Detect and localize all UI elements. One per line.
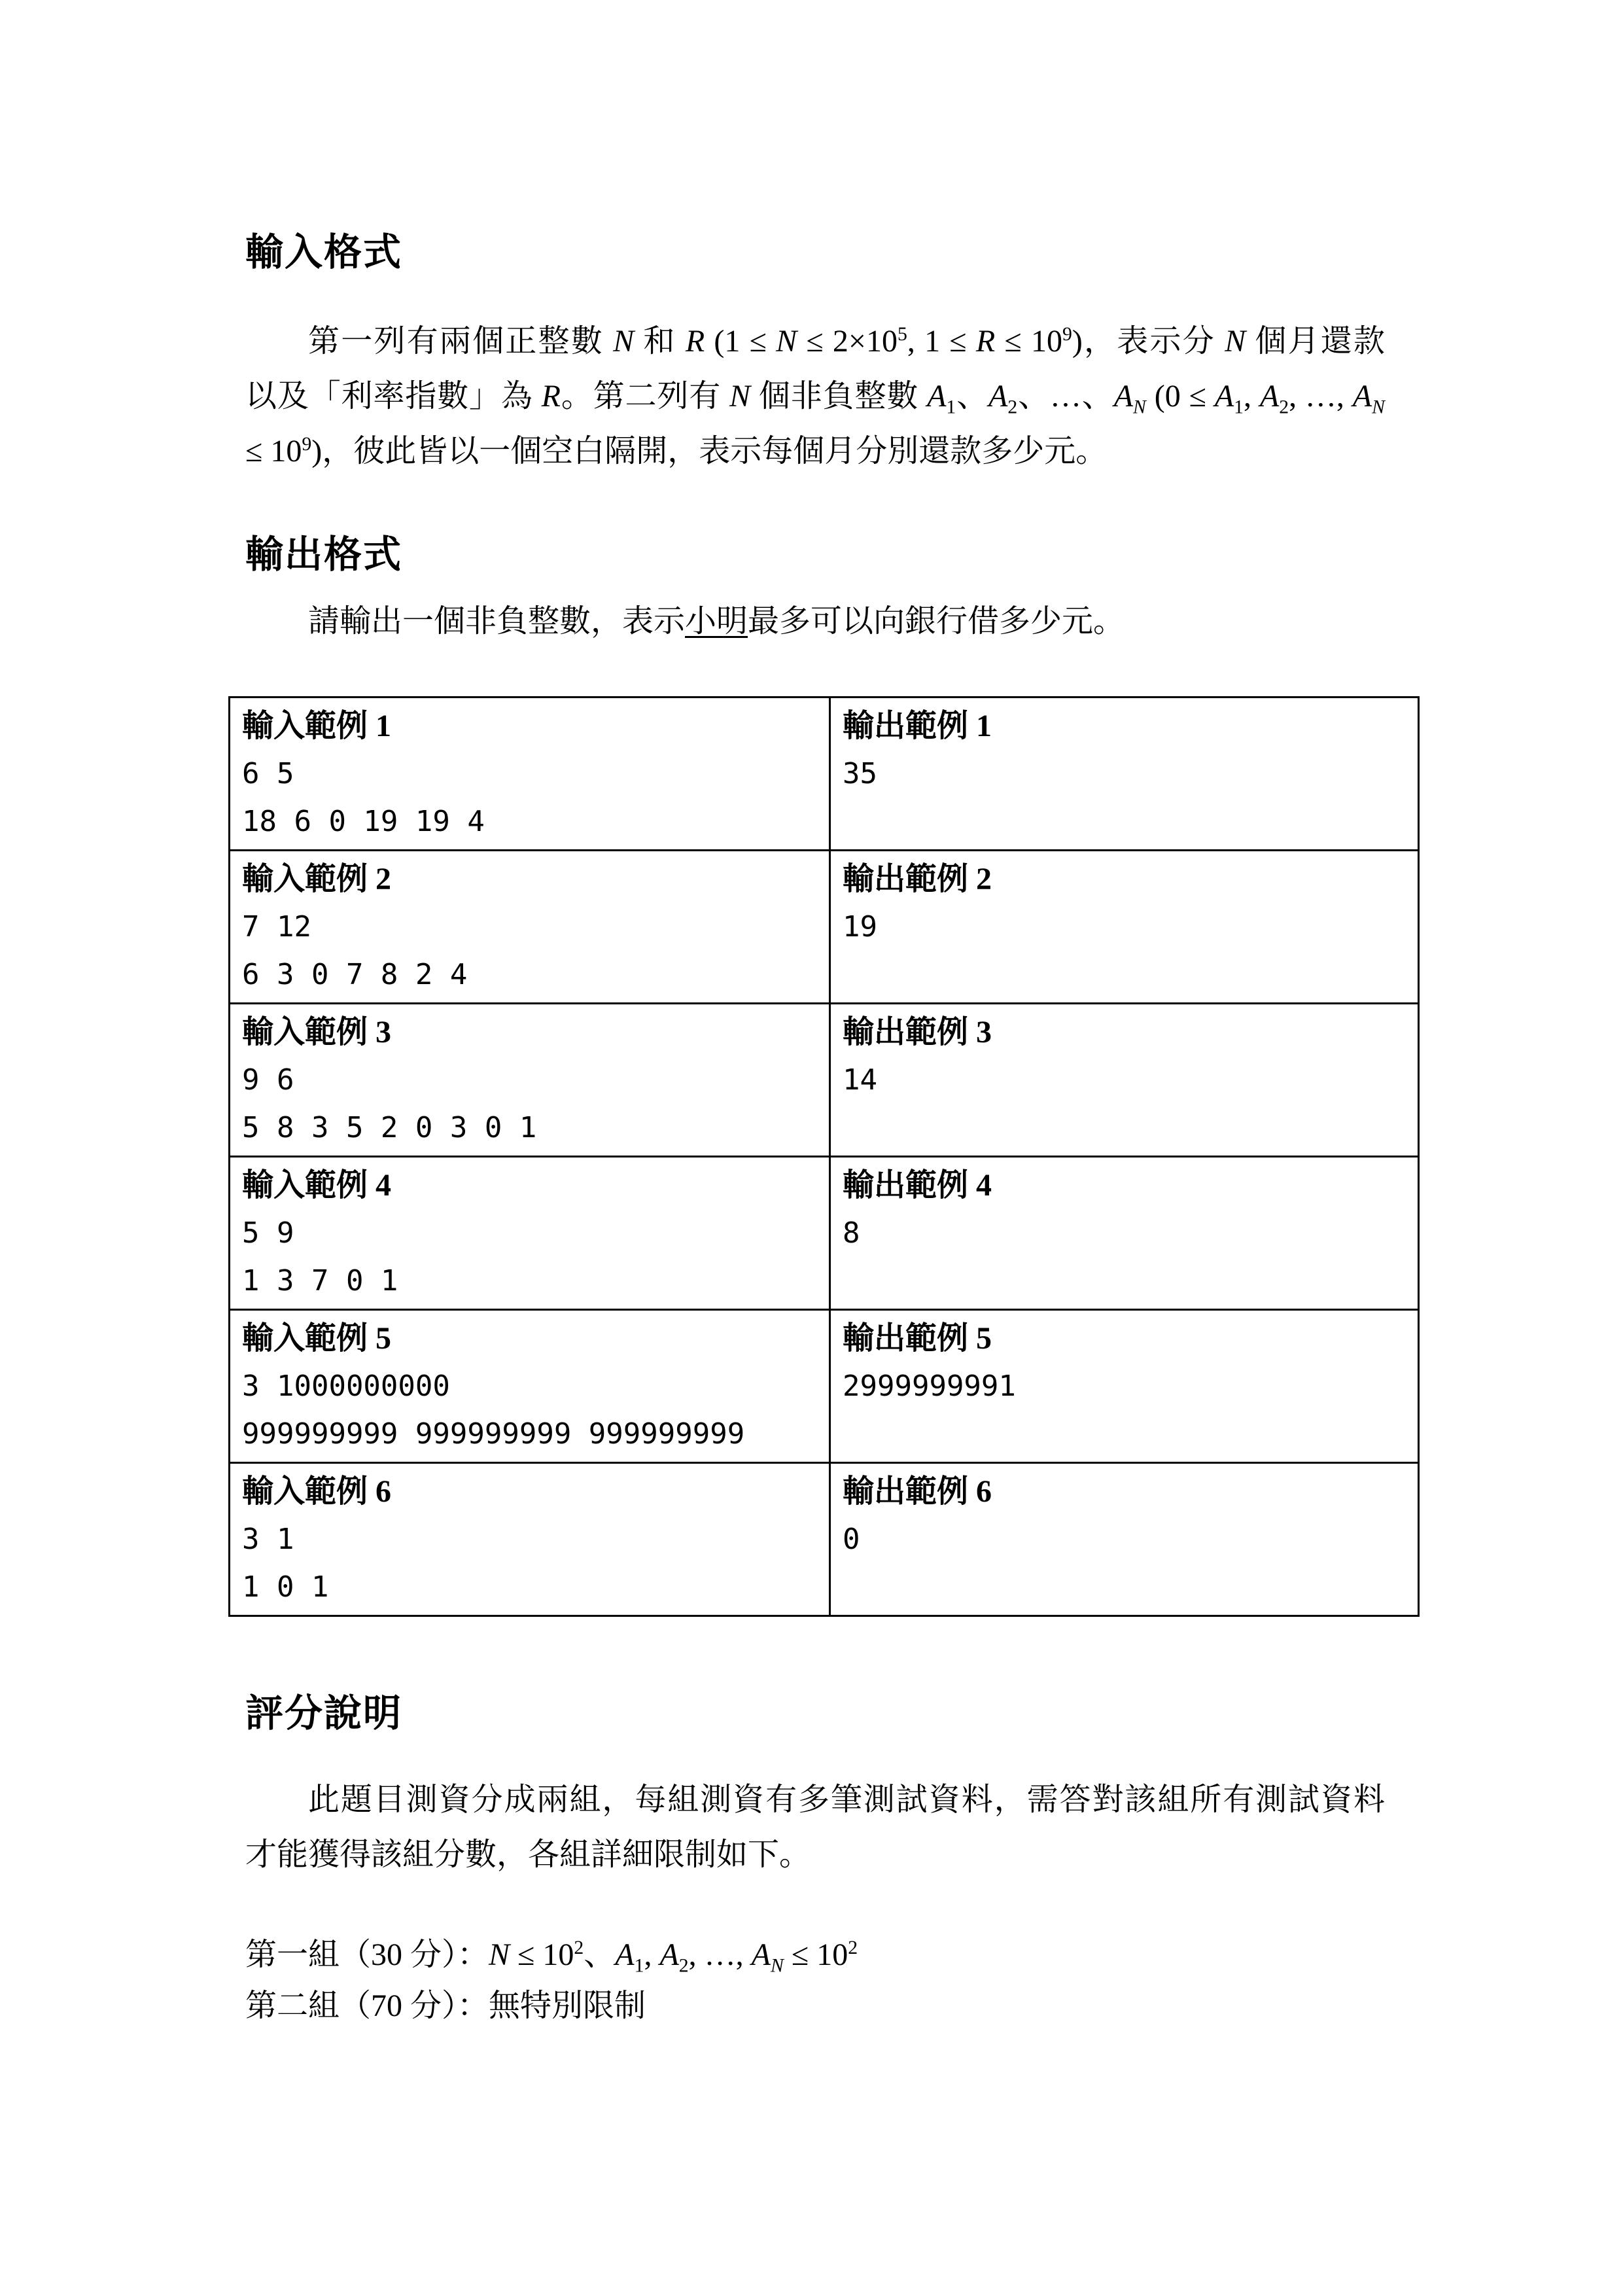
paragraph-line: 請輸出一個非負整數，表示小明最多可以向銀行借多少元。 bbox=[308, 604, 1125, 639]
example-output-cell bbox=[830, 698, 1419, 851]
paragraph-line: 此題目測資分成兩組，每組測資有多筆測試資料，需答對該組所有測試資料 bbox=[308, 1782, 1385, 1817]
sample-input-line: 5 9 bbox=[242, 1216, 294, 1250]
example-output-label: 輸出範例 5 bbox=[843, 1321, 992, 1356]
sample-input-line: 999999999 999999999 999999999 bbox=[242, 1417, 745, 1451]
example-output-cell bbox=[830, 851, 1419, 1004]
examples-table bbox=[228, 696, 1420, 1617]
sample-input-line: 3 1000000000 bbox=[242, 1369, 450, 1403]
sample-input-line: 6 3 0 7 8 2 4 bbox=[242, 958, 468, 991]
example-input-label: 輸入範例 3 bbox=[242, 1015, 392, 1050]
paragraph-line: 第一列有兩個正整數 N 和 R ($1 \le N \le 2\times 10^5$, $1 \le R \le 10^9$)，表示分 N 個月還款 bbox=[308, 323, 1386, 359]
example-input-cell bbox=[230, 1157, 830, 1310]
example-output-label: 輸出範例 4 bbox=[843, 1168, 992, 1203]
input-format-paragraph bbox=[245, 314, 1385, 479]
scoring-groups bbox=[245, 1930, 1385, 2032]
output-format-paragraph bbox=[245, 594, 1385, 649]
example-output-label: 輸出範例 1 bbox=[843, 709, 992, 743]
example-output-cell bbox=[830, 1463, 1419, 1616]
input-format-heading: 輸入格式 bbox=[245, 231, 403, 274]
sample-output-line: 0 bbox=[843, 1523, 860, 1556]
example-output-cell bbox=[830, 1157, 1419, 1310]
sample-input-line: 9 6 bbox=[242, 1063, 294, 1097]
example-row-5 bbox=[230, 1310, 1419, 1463]
sample-output-line: 14 bbox=[843, 1063, 877, 1097]
example-input-label: 輸入範例 2 bbox=[242, 862, 392, 896]
example-row-6 bbox=[230, 1463, 1419, 1616]
sample-output-line: 8 bbox=[843, 1216, 860, 1250]
example-input-cell bbox=[230, 851, 830, 1004]
example-output-cell bbox=[830, 1310, 1419, 1463]
example-row-2 bbox=[230, 851, 1419, 1004]
example-row-1 bbox=[230, 698, 1419, 851]
example-output-label: 輸出範例 2 bbox=[843, 862, 992, 896]
paragraph-line: 才能獲得該組分數，各組詳細限制如下。 bbox=[245, 1837, 811, 1872]
sample-input-line: 18 6 0 19 19 4 bbox=[242, 805, 485, 838]
sample-input-line: 1 0 1 bbox=[242, 1570, 329, 1604]
sample-input-line: 6 5 bbox=[242, 757, 294, 790]
sample-output-line: 2999999991 bbox=[843, 1369, 1016, 1403]
scoring-heading: 評分說明 bbox=[245, 1692, 403, 1735]
example-output-label: 輸出範例 3 bbox=[843, 1015, 992, 1050]
sample-input-line: 3 1 bbox=[242, 1523, 294, 1556]
example-input-label: 輸入範例 1 bbox=[242, 709, 392, 743]
example-input-cell bbox=[230, 698, 830, 851]
example-input-cell bbox=[230, 1310, 830, 1463]
example-input-label: 輸入範例 6 bbox=[242, 1474, 392, 1509]
scoring-group-1: 第一組（30 分）：$N \le 10^2$、$A_1$, $A_2$, …, $A_N \le 10^2$ bbox=[245, 1937, 858, 1977]
sample-output-line: 35 bbox=[843, 757, 877, 790]
paragraph-line: 以及「利率指數」為 R。第二列有 N 個非負整數 $A_1$、$A_2$、…、$A_N$ ($0 \le A_1$, $A_2$, …, $A_N$ bbox=[245, 379, 1385, 418]
scoring-paragraph bbox=[245, 1773, 1385, 1882]
sample-input-line: 7 12 bbox=[242, 910, 311, 944]
example-output-cell bbox=[830, 1004, 1419, 1157]
example-input-label: 輸入範例 5 bbox=[242, 1321, 392, 1356]
example-input-label: 輸入範例 4 bbox=[242, 1168, 392, 1203]
sample-output-line: 19 bbox=[843, 910, 877, 944]
example-input-cell bbox=[230, 1004, 830, 1157]
sample-input-line: 1 3 7 0 1 bbox=[242, 1264, 398, 1298]
output-format-heading: 輸出格式 bbox=[245, 533, 403, 576]
sample-input-line: 5 8 3 5 2 0 3 0 1 bbox=[242, 1111, 537, 1144]
example-row-4 bbox=[230, 1157, 1419, 1310]
example-row-3 bbox=[230, 1004, 1419, 1157]
scoring-group-2: 第二組（70 分）：無特別限制 bbox=[245, 1988, 646, 2023]
example-output-label: 輸出範例 6 bbox=[843, 1474, 992, 1509]
example-input-cell bbox=[230, 1463, 830, 1616]
paragraph-line: ≤ $10^9$)，彼此皆以一個空白隔開，表示每個月分別還款多少元。 bbox=[245, 433, 1108, 468]
